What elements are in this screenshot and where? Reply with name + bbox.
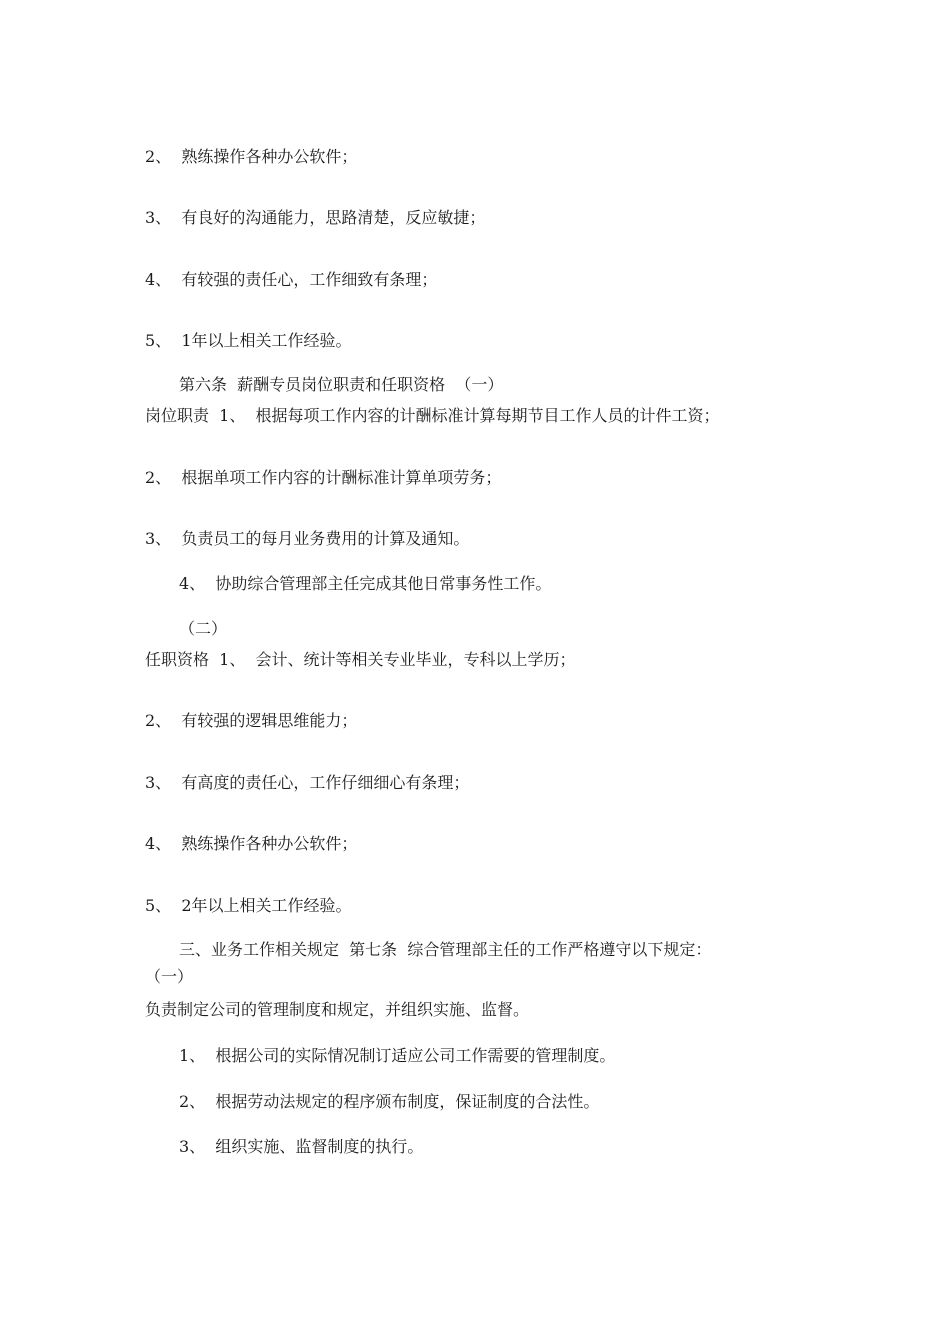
- paragraph-line: 2、 根据劳动法规定的程序颁布制度，保证制度的合法性。: [179, 1092, 600, 1111]
- paragraph-line: 3、 组织实施、监督制度的执行。: [179, 1137, 424, 1156]
- paragraph-line: 负责制定公司的管理制度和规定，并组织实施、监督。: [145, 1000, 530, 1019]
- paragraph-line: 3、 有高度的责任心，工作仔细细心有条理；: [145, 773, 470, 792]
- paragraph-line: 1、 根据公司的实际情况制订适应公司工作需要的管理制度。: [179, 1046, 616, 1065]
- section-heading: 第六条 薪酬专员岗位职责和任职资格 （一）: [179, 375, 504, 394]
- paragraph-line: 岗位职责 1、 根据每项工作内容的计酬标准计算每期节目工作人员的计件工资；: [145, 406, 720, 425]
- paragraph-line: 3、 有良好的沟通能力，思路清楚，反应敏捷；: [145, 208, 486, 227]
- paragraph-line: 5、 2年以上相关工作经验。: [145, 896, 352, 915]
- paragraph-line: 2、 根据单项工作内容的计酬标准计算单项劳务；: [145, 468, 502, 487]
- subsection-marker: （二）: [179, 619, 228, 638]
- paragraph-line: 任职资格 1、 会计、统计等相关专业毕业，专科以上学历；: [145, 650, 576, 669]
- paragraph-line: 4、 熟练操作各种办公软件；: [145, 834, 358, 853]
- subsection-marker: （一）: [145, 967, 194, 986]
- paragraph-line: 4、 协助综合管理部主任完成其他日常事务性工作。: [179, 574, 552, 593]
- paragraph-line: 2、 有较强的逻辑思维能力；: [145, 711, 358, 730]
- paragraph-line: 2、 熟练操作各种办公软件；: [145, 147, 358, 166]
- paragraph-line: 5、 1年以上相关工作经验。: [145, 331, 352, 350]
- section-heading: 三、业务工作相关规定 第七条 综合管理部主任的工作严格遵守以下规定：: [179, 940, 712, 959]
- paragraph-line: 4、 有较强的责任心，工作细致有条理；: [145, 270, 438, 289]
- paragraph-line: 3、 负责员工的每月业务费用的计算及通知。: [145, 529, 470, 548]
